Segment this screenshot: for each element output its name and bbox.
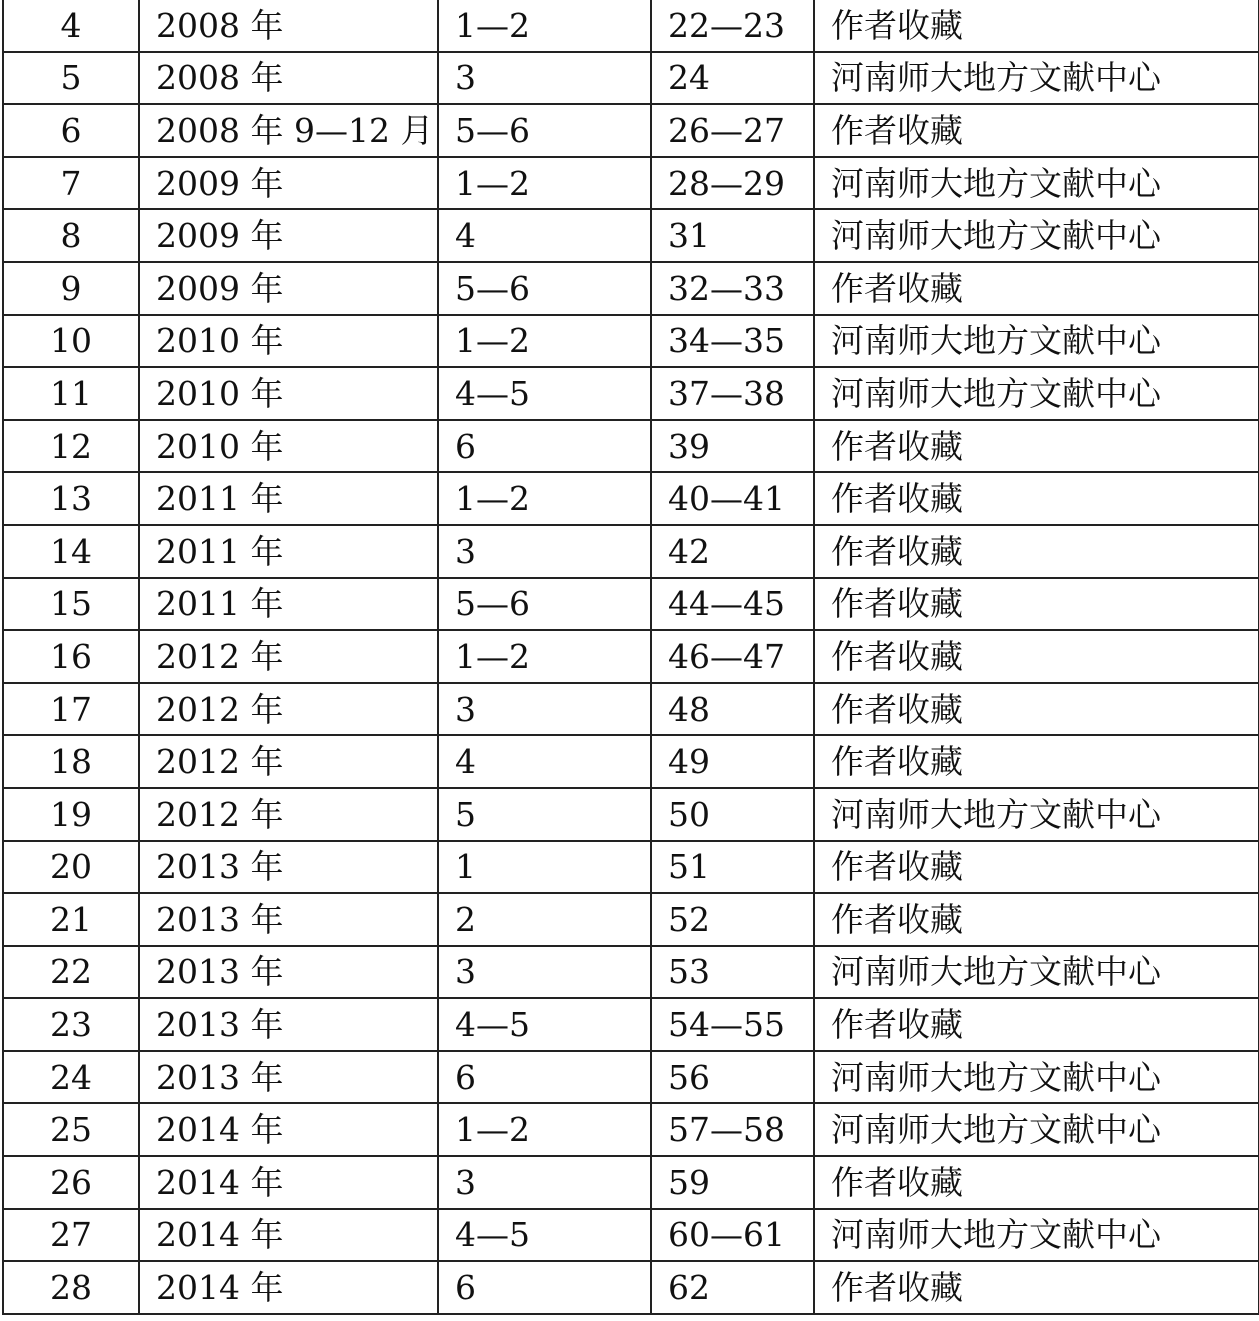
source-cell: 作者收藏 bbox=[814, 630, 1259, 683]
source-cell: 河南师大地方文献中心 bbox=[814, 209, 1259, 262]
year-cell: 2008 年 bbox=[139, 52, 438, 105]
year-cell: 2011 年 bbox=[139, 578, 438, 631]
source-cell: 河南师大地方文献中心 bbox=[814, 1051, 1259, 1104]
year-cell: 2010 年 bbox=[139, 367, 438, 420]
source-cell: 河南师大地方文献中心 bbox=[814, 946, 1259, 999]
table-row bbox=[3, 683, 1259, 736]
table-row bbox=[3, 788, 1259, 841]
issue-cell: 4 bbox=[438, 735, 651, 788]
year-cell: 2011 年 bbox=[139, 525, 438, 578]
pages-cell: 48 bbox=[651, 683, 814, 736]
year-cell: 2008 年 9—12 月 bbox=[139, 104, 438, 157]
table-row bbox=[3, 1156, 1259, 1209]
pages-cell: 28—29 bbox=[651, 157, 814, 210]
pages-cell: 52 bbox=[651, 893, 814, 946]
source-cell: 河南师大地方文献中心 bbox=[814, 1209, 1259, 1262]
year-cell: 2012 年 bbox=[139, 788, 438, 841]
row-number-cell: 21 bbox=[3, 893, 139, 946]
pages-cell: 39 bbox=[651, 420, 814, 473]
source-cell: 作者收藏 bbox=[814, 841, 1259, 894]
source-cell: 作者收藏 bbox=[814, 262, 1259, 315]
year-cell: 2013 年 bbox=[139, 946, 438, 999]
issue-cell: 1—2 bbox=[438, 157, 651, 210]
row-number-cell: 15 bbox=[3, 578, 139, 631]
year-cell: 2011 年 bbox=[139, 472, 438, 525]
year-cell: 2010 年 bbox=[139, 315, 438, 368]
pages-cell: 54—55 bbox=[651, 998, 814, 1051]
records-table bbox=[2, 0, 1259, 1315]
pages-cell: 24 bbox=[651, 52, 814, 105]
pages-cell: 60—61 bbox=[651, 1209, 814, 1262]
year-cell: 2014 年 bbox=[139, 1209, 438, 1262]
pages-cell: 51 bbox=[651, 841, 814, 894]
issue-cell: 4—5 bbox=[438, 367, 651, 420]
pages-cell: 56 bbox=[651, 1051, 814, 1104]
issue-cell: 4—5 bbox=[438, 998, 651, 1051]
source-cell: 作者收藏 bbox=[814, 420, 1259, 473]
row-number-cell: 13 bbox=[3, 472, 139, 525]
records-table-body bbox=[3, 0, 1259, 1314]
pages-cell: 32—33 bbox=[651, 262, 814, 315]
source-cell: 河南师大地方文献中心 bbox=[814, 52, 1259, 105]
issue-cell: 1—2 bbox=[438, 630, 651, 683]
row-number-cell: 26 bbox=[3, 1156, 139, 1209]
issue-cell: 1 bbox=[438, 841, 651, 894]
row-number-cell: 10 bbox=[3, 315, 139, 368]
issue-cell: 6 bbox=[438, 1051, 651, 1104]
year-cell: 2009 年 bbox=[139, 262, 438, 315]
pages-cell: 46—47 bbox=[651, 630, 814, 683]
pages-cell: 49 bbox=[651, 735, 814, 788]
pages-cell: 57—58 bbox=[651, 1103, 814, 1156]
table-row bbox=[3, 209, 1259, 262]
year-cell: 2010 年 bbox=[139, 420, 438, 473]
year-cell: 2013 年 bbox=[139, 1051, 438, 1104]
year-cell: 2014 年 bbox=[139, 1156, 438, 1209]
table-row bbox=[3, 998, 1259, 1051]
table-row bbox=[3, 630, 1259, 683]
year-cell: 2009 年 bbox=[139, 157, 438, 210]
source-cell: 河南师大地方文献中心 bbox=[814, 1103, 1259, 1156]
issue-cell: 5—6 bbox=[438, 262, 651, 315]
table-row bbox=[3, 472, 1259, 525]
pages-cell: 31 bbox=[651, 209, 814, 262]
source-cell: 作者收藏 bbox=[814, 1156, 1259, 1209]
issue-cell: 1—2 bbox=[438, 472, 651, 525]
pages-cell: 50 bbox=[651, 788, 814, 841]
year-cell: 2013 年 bbox=[139, 998, 438, 1051]
row-number-cell: 14 bbox=[3, 525, 139, 578]
source-cell: 作者收藏 bbox=[814, 525, 1259, 578]
table-row bbox=[3, 420, 1259, 473]
row-number-cell: 7 bbox=[3, 157, 139, 210]
table-row bbox=[3, 946, 1259, 999]
row-number-cell: 9 bbox=[3, 262, 139, 315]
issue-cell: 4—5 bbox=[438, 1209, 651, 1262]
issue-cell: 5 bbox=[438, 788, 651, 841]
table-row bbox=[3, 735, 1259, 788]
issue-cell: 3 bbox=[438, 683, 651, 736]
pages-cell: 40—41 bbox=[651, 472, 814, 525]
table-row bbox=[3, 52, 1259, 105]
row-number-cell: 12 bbox=[3, 420, 139, 473]
source-cell: 作者收藏 bbox=[814, 735, 1259, 788]
issue-cell: 6 bbox=[438, 1261, 651, 1314]
table-row bbox=[3, 1103, 1259, 1156]
issue-cell: 1—2 bbox=[438, 0, 651, 52]
row-number-cell: 20 bbox=[3, 841, 139, 894]
table-row bbox=[3, 262, 1259, 315]
issue-cell: 4 bbox=[438, 209, 651, 262]
pages-cell: 53 bbox=[651, 946, 814, 999]
source-cell: 作者收藏 bbox=[814, 1261, 1259, 1314]
issue-cell: 2 bbox=[438, 893, 651, 946]
year-cell: 2013 年 bbox=[139, 841, 438, 894]
year-cell: 2008 年 bbox=[139, 0, 438, 52]
issue-cell: 3 bbox=[438, 1156, 651, 1209]
source-cell: 作者收藏 bbox=[814, 998, 1259, 1051]
row-number-cell: 5 bbox=[3, 52, 139, 105]
source-cell: 作者收藏 bbox=[814, 0, 1259, 52]
source-cell: 河南师大地方文献中心 bbox=[814, 157, 1259, 210]
issue-cell: 3 bbox=[438, 52, 651, 105]
table-row bbox=[3, 1051, 1259, 1104]
row-number-cell: 23 bbox=[3, 998, 139, 1051]
source-cell: 作者收藏 bbox=[814, 104, 1259, 157]
row-number-cell: 17 bbox=[3, 683, 139, 736]
issue-cell: 3 bbox=[438, 946, 651, 999]
row-number-cell: 25 bbox=[3, 1103, 139, 1156]
year-cell: 2014 年 bbox=[139, 1103, 438, 1156]
row-number-cell: 22 bbox=[3, 946, 139, 999]
table-row bbox=[3, 841, 1259, 894]
pages-cell: 22—23 bbox=[651, 0, 814, 52]
year-cell: 2009 年 bbox=[139, 209, 438, 262]
source-cell: 河南师大地方文献中心 bbox=[814, 315, 1259, 368]
table-row bbox=[3, 315, 1259, 368]
row-number-cell: 28 bbox=[3, 1261, 139, 1314]
year-cell: 2013 年 bbox=[139, 893, 438, 946]
pages-cell: 62 bbox=[651, 1261, 814, 1314]
pages-cell: 44—45 bbox=[651, 578, 814, 631]
source-cell: 作者收藏 bbox=[814, 683, 1259, 736]
table-row bbox=[3, 157, 1259, 210]
row-number-cell: 18 bbox=[3, 735, 139, 788]
year-cell: 2012 年 bbox=[139, 683, 438, 736]
table-row bbox=[3, 104, 1259, 157]
table-row bbox=[3, 367, 1259, 420]
source-cell: 河南师大地方文献中心 bbox=[814, 788, 1259, 841]
source-cell: 作者收藏 bbox=[814, 893, 1259, 946]
row-number-cell: 16 bbox=[3, 630, 139, 683]
source-cell: 河南师大地方文献中心 bbox=[814, 367, 1259, 420]
row-number-cell: 24 bbox=[3, 1051, 139, 1104]
table-row bbox=[3, 1209, 1259, 1262]
issue-cell: 5—6 bbox=[438, 104, 651, 157]
year-cell: 2014 年 bbox=[139, 1261, 438, 1314]
year-cell: 2012 年 bbox=[139, 630, 438, 683]
issue-cell: 3 bbox=[438, 525, 651, 578]
row-number-cell: 11 bbox=[3, 367, 139, 420]
row-number-cell: 8 bbox=[3, 209, 139, 262]
issue-cell: 1—2 bbox=[438, 315, 651, 368]
source-cell: 作者收藏 bbox=[814, 578, 1259, 631]
pages-cell: 26—27 bbox=[651, 104, 814, 157]
pages-cell: 42 bbox=[651, 525, 814, 578]
table-row bbox=[3, 1261, 1259, 1314]
year-cell: 2012 年 bbox=[139, 735, 438, 788]
pages-cell: 34—35 bbox=[651, 315, 814, 368]
table-row bbox=[3, 893, 1259, 946]
row-number-cell: 27 bbox=[3, 1209, 139, 1262]
issue-cell: 6 bbox=[438, 420, 651, 473]
row-number-cell: 6 bbox=[3, 104, 139, 157]
table-row bbox=[3, 578, 1259, 631]
issue-cell: 1—2 bbox=[438, 1103, 651, 1156]
pages-cell: 37—38 bbox=[651, 367, 814, 420]
issue-cell: 5—6 bbox=[438, 578, 651, 631]
pages-cell: 59 bbox=[651, 1156, 814, 1209]
table-row bbox=[3, 525, 1259, 578]
source-cell: 作者收藏 bbox=[814, 472, 1259, 525]
row-number-cell: 19 bbox=[3, 788, 139, 841]
table-row bbox=[3, 0, 1259, 52]
row-number-cell: 4 bbox=[3, 0, 139, 52]
